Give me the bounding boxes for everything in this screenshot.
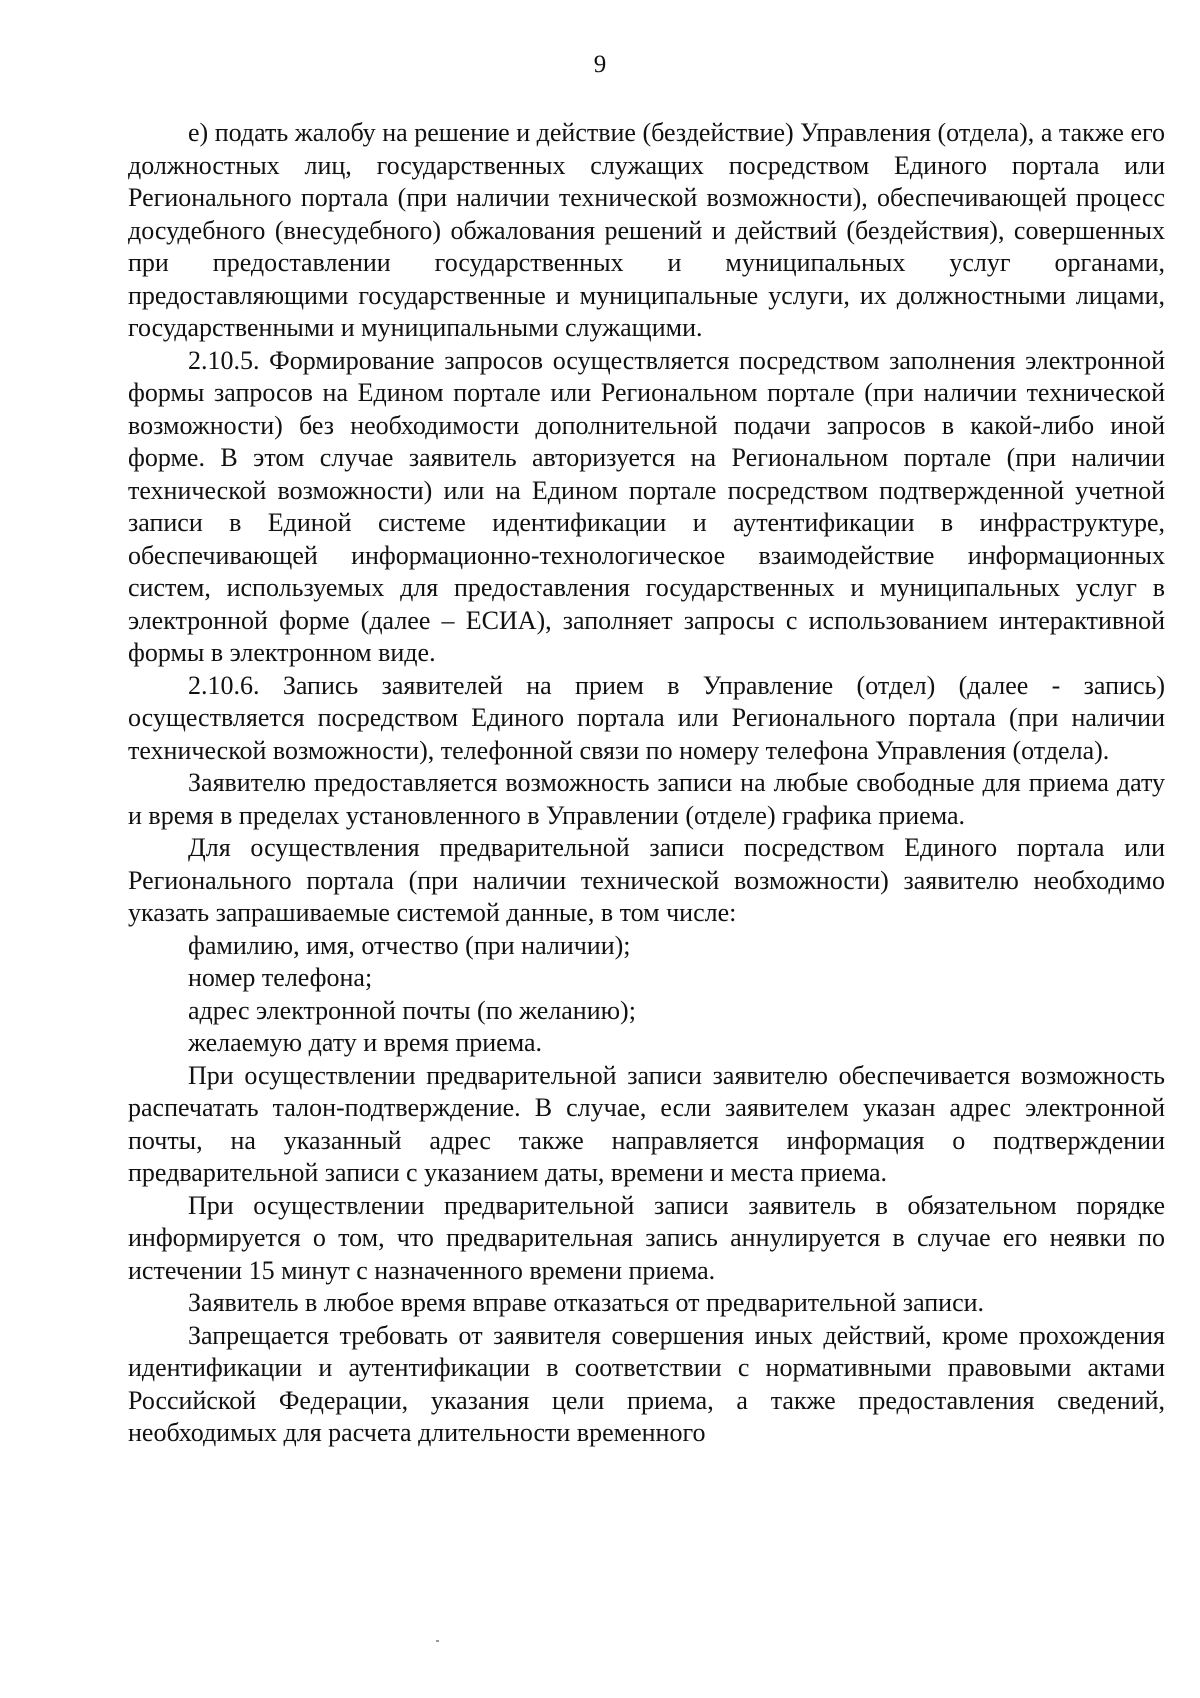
document-body [128, 117, 1165, 1450]
page-number: 9 [593, 51, 607, 78]
list-item-phone: номер телефона; [188, 963, 373, 992]
paragraph-2-10-6: 2.10.6. Запись заявителей на прием в Управление (отдел) (далее - запись) осуществляется посредством Единого портала или Регионального портала (при наличии технической возможности), телефонной связи по номеру телефона Управления (отдела). [128, 670, 1165, 765]
paragraph-ticket-print: При осуществлении предварительной записи заявителю обеспечивается возможность распечатать талон-подтверждение. В случае, если заявителем указан адрес электронной почты, на указанный адрес также направляется информация о подтверждении предварительной записи с указанием даты, времени и места приема. [128, 1060, 1165, 1187]
paragraph-prohibition: Запрещается требовать от заявителя совершения иных действий, кроме прохождения идентификации и аутентификации в соответствии с нормативными правовыми актами Российской Федерации, указания цели приема, а также предоставления сведений, необходимых для расчета длительности временного [128, 1320, 1165, 1447]
list-item-full-name: фамилию, имя, отчество (при наличии); [188, 930, 631, 960]
paragraph-required-data: Для осуществления предварительной записи посредством Единого портала или Регионального портала (при наличии технической возможности) заявителю необходимо указать запрашиваемые системой данные, в том числе: [128, 833, 1165, 927]
paragraph-2-10-5: 2.10.5. Формирование запросов осуществляется посредством заполнения электронной формы запросов на Едином портале или Региональном портале (при наличии технической возможности) без необходимости дополнительной подачи запросов в какой-либо иной форме. В этом случае заявитель авторизуется на Региональном портале (при наличии технической возможности) или на Едином портале посредством подтвержденной учетной записи в Единой системе идентификации и аутентификации в инфраструктуре, обеспечивающей информационно-технологическое взаимодействие информационных систем, используемых для предоставления государственных и муниципальных услуг в электронной форме (далее – ЕСИА), заполняет запросы с использованием интерактивной формы в электронном виде. [128, 345, 1165, 667]
list-item-email: адрес электронной почты (по желанию); [188, 995, 636, 1025]
paragraph-cancellation-notice: При осуществлении предварительной записи заявитель в обязательном порядке информируется о том, что предварительная запись аннулируется в случае его неявки по истечении 15 минут с назначенного времени приема. [128, 1190, 1165, 1285]
scan-speck [436, 1640, 439, 1642]
paragraph-refuse-right: Заявитель в любое время вправе отказаться от предварительной записи. [188, 1288, 985, 1317]
paragraph-appointment-slots: Заявителю предоставляется возможность записи на любые свободные для приема дату и время в пределах установленного в Управлении (отделе) графика приема. [128, 768, 1165, 830]
paragraph-complaint: е) подать жалобу на решение и действие (бездействие) Управления (отдела), а также его должностных лиц, государственных служащих посредством Единого портала или Регионального портала (при наличии технической возможности), обеспечивающей процесс досудебного (внесудебного) обжалования решений и действий (бездействия), совершенных при предоставлении государственных и муниципальных услуг органами, предоставляющими государственные и муниципальные услуги, их должностными лицами, государственными и муниципальными служащими. [128, 118, 1165, 342]
list-item-date-time: желаемую дату и время приема. [188, 1028, 543, 1057]
